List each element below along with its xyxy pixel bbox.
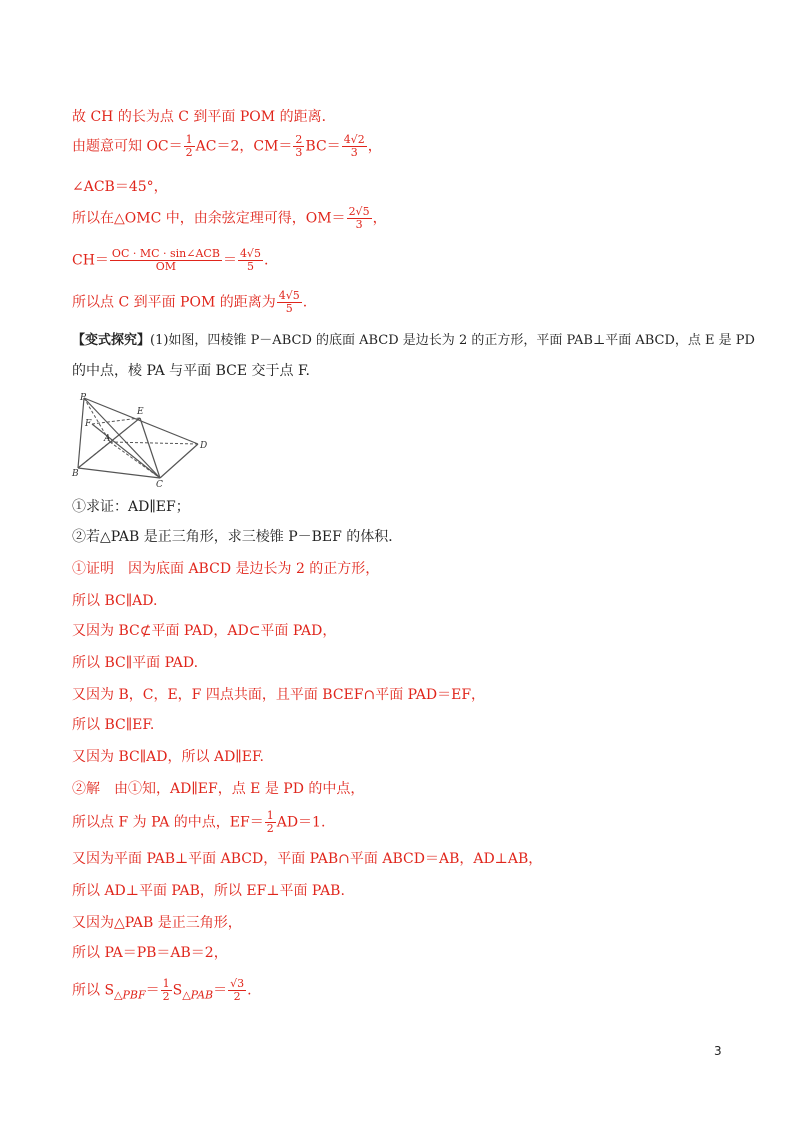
fraction-numerator: 4√2 <box>343 133 365 146</box>
fraction-numerator: OC · MC · sin∠ACB <box>111 247 220 260</box>
solution-line-3: ∠ACB＝45°， <box>72 179 168 195</box>
proof-line-8: ②解 由①知，AD∥EF，点 E 是 PD 的中点， <box>72 781 365 797</box>
text-segment: ＝ <box>222 252 237 269</box>
vertex-label-A: A <box>104 434 111 444</box>
solution-line-1: 故 CH 的长为点 C 到平面 POM 的距离． <box>72 109 336 125</box>
proof-line-7: 又因为 BC∥AD，所以 AD∥EF. <box>72 749 264 765</box>
text-segment: (1)如图，四棱锥 P－ABCD 的底面 ABCD 是边长为 2 的正方形，平面 PAB⊥平面 ABCD，点 E 是 PD <box>150 333 755 348</box>
text-segment: 所以在△OMC 中，由余弦定理可得，OM＝ <box>72 210 346 227</box>
vertex-label-E: E <box>137 407 144 417</box>
proof-line-12: 又因为△PAB 是正三角形， <box>72 915 242 931</box>
variant-problem-line-1 <box>72 332 755 350</box>
text-segment: . <box>263 252 269 269</box>
proof-line-13: 所以 PA＝PB＝AB＝2， <box>72 945 228 961</box>
fraction-denominator: 5 <box>246 260 254 273</box>
proof-line-1: ①证明 因为底面 ABCD 是边长为 2 的正方形， <box>72 561 380 577</box>
fraction <box>347 206 372 231</box>
solution-line-4 <box>72 206 387 231</box>
fraction-numerator: 4√5 <box>278 289 300 302</box>
edge-PC <box>84 398 160 478</box>
text-segment: ＝ <box>145 982 160 999</box>
fraction-denominator: 3 <box>355 218 363 231</box>
proof-line-14 <box>72 978 252 1004</box>
question-1: ①求证：AD∥EF； <box>72 499 190 515</box>
vertex-label-C: C <box>156 480 163 490</box>
edge-CD <box>160 444 198 478</box>
text-segment: ， <box>372 210 387 227</box>
text-segment: 所以点 F 为 PA 的中点，EF＝ <box>72 814 264 831</box>
fraction <box>184 134 195 159</box>
subscript: △PBF <box>114 988 146 1002</box>
text-segment: AC＝2，CM＝ <box>195 138 293 155</box>
vertex-label-F: F <box>85 419 92 429</box>
text-segment: 所以 S <box>72 982 115 999</box>
fraction-numerator: 4√5 <box>239 247 261 260</box>
fraction <box>110 248 222 273</box>
text-segment: 由题意可知 OC＝ <box>72 138 183 155</box>
variant-problem-line-2: 的中点，棱 PA 与平面 BCE 交于点 F. <box>72 363 310 379</box>
fraction-numerator: √3 <box>230 977 245 990</box>
fraction-denominator: 3 <box>350 146 358 159</box>
solution-line-6 <box>72 290 307 315</box>
proof-line-11: 所以 AD⊥平面 PAB，所以 EF⊥平面 PAB. <box>72 883 345 899</box>
page-number: 3 <box>714 1044 722 1058</box>
vertex-label-P: P <box>80 393 87 403</box>
proof-line-3: 又因为 BC⊄平面 PAD，AD⊂平面 PAD， <box>72 623 337 639</box>
fraction-denominator: 2 <box>266 822 274 835</box>
proof-line-5: 又因为 B，C，E，F 四点共面，且平面 BCEF∩平面 PAD＝EF， <box>72 687 486 703</box>
text-segment: . <box>302 294 308 311</box>
fraction-numerator: 2√5 <box>348 205 370 218</box>
fraction-denominator: 3 <box>295 146 303 159</box>
solution-line-5 <box>72 248 268 273</box>
vertex-label-D: D <box>200 441 208 451</box>
fraction-denominator: 2 <box>162 990 170 1003</box>
fraction <box>228 978 246 1003</box>
fraction <box>342 134 367 159</box>
subscript: △PAB <box>182 988 214 1002</box>
edge-PB <box>78 398 84 468</box>
fraction-denominator: 2 <box>233 990 241 1003</box>
fraction <box>265 810 276 835</box>
solution-line-2 <box>72 134 382 159</box>
text-segment: CH＝ <box>72 252 109 269</box>
text-segment: ， <box>367 138 382 155</box>
fraction <box>238 248 263 273</box>
vertex-label-B: B <box>72 469 79 479</box>
fraction-numerator: 1 <box>162 977 170 990</box>
text-segment: ＝ <box>213 982 228 999</box>
fraction-numerator: 2 <box>295 133 303 146</box>
text-segment: S <box>172 982 183 999</box>
pyramid-figure <box>70 392 210 490</box>
fraction-numerator: 1 <box>185 133 193 146</box>
edge-BA <box>78 442 110 468</box>
edge-AD <box>110 442 198 444</box>
fraction-numerator: 1 <box>266 809 274 822</box>
question-2: ②若△PAB 是正三角形，求三棱锥 P－BEF 的体积． <box>72 529 403 545</box>
text-segment: BC＝ <box>305 138 341 155</box>
fraction-denominator: 5 <box>285 302 293 315</box>
text-segment: AD＝1. <box>276 814 326 831</box>
text-segment: 所以点 C 到平面 POM 的距离为 <box>72 294 276 311</box>
proof-line-10: 又因为平面 PAB⊥平面 ABCD，平面 PAB∩平面 ABCD＝AB，AD⊥AB， <box>72 851 543 867</box>
fraction <box>293 134 304 159</box>
fraction <box>161 978 172 1003</box>
fraction-denominator: OM <box>155 260 177 273</box>
edge-FC <box>92 424 160 478</box>
variant-tag: 【变式探究】 <box>72 333 151 348</box>
proof-line-4: 所以 BC∥平面 PAD. <box>72 655 199 671</box>
fraction <box>277 290 302 315</box>
proof-line-6: 所以 BC∥EF. <box>72 717 155 733</box>
text-segment: . <box>247 982 252 999</box>
proof-line-2: 所以 BC∥AD. <box>72 593 158 609</box>
proof-line-9 <box>72 810 325 835</box>
fraction-denominator: 2 <box>185 146 193 159</box>
